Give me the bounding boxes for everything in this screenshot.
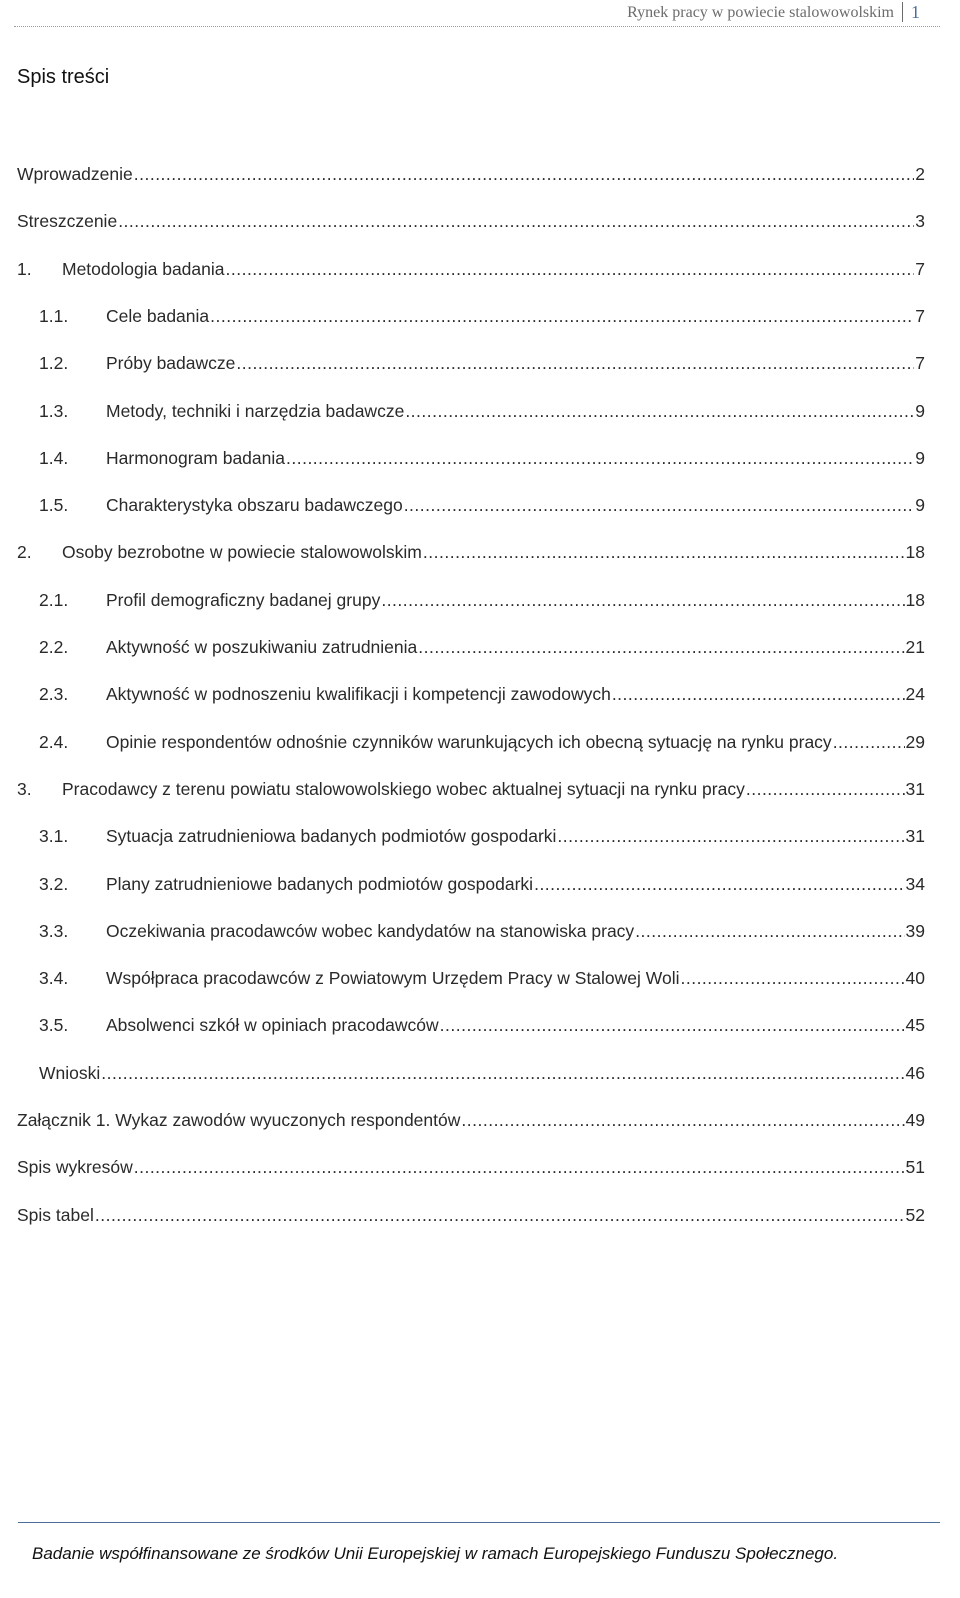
toc-entry[interactable] — [0, 870, 960, 898]
toc-entry-number: 2.4. — [39, 731, 69, 752]
page-header — [627, 0, 920, 26]
toc-dot-leader — [381, 586, 904, 614]
toc-entry[interactable] — [0, 633, 960, 661]
toc-entry-number: 3.5. — [39, 1015, 69, 1036]
toc-entry-number: 1.5. — [39, 495, 69, 516]
toc-dot-leader — [833, 728, 905, 756]
toc-entry-title: Cele badania — [106, 305, 210, 326]
header-divider — [14, 26, 940, 27]
toc-entry[interactable] — [0, 775, 960, 803]
toc-entry-title: Spis wykresów — [17, 1157, 133, 1178]
toc-entry-number: 3. — [17, 778, 32, 799]
toc-entry-title: Wnioski — [39, 1062, 101, 1083]
toc-entry-number: 2.2. — [39, 637, 69, 657]
toc-entry-number: 3.3. — [39, 920, 69, 941]
toc-entry[interactable] — [0, 207, 960, 235]
toc-entry-page: 45 — [905, 1015, 925, 1036]
toc-entry-page: 9 — [915, 495, 925, 516]
toc-entry-number: 3.1. — [39, 826, 69, 847]
toc-entry-title: Streszczenie — [17, 211, 118, 232]
toc-entry-page: 24 — [905, 684, 925, 705]
toc-dot-leader — [101, 1059, 904, 1087]
toc-entry-title: Wprowadzenie — [17, 164, 133, 184]
toc-entry[interactable] — [0, 1011, 960, 1039]
toc-entry-title: Aktywność w poszukiwaniu zatrudnienia — [106, 637, 418, 657]
toc-entry[interactable] — [0, 491, 960, 519]
toc-entry-page: 46 — [905, 1062, 925, 1083]
toc-entry-number: 3.4. — [39, 968, 69, 989]
header-separator — [902, 2, 903, 22]
header-title: Rynek pracy w powiecie stalowowolskim — [627, 4, 894, 21]
toc-entry-title: Załącznik 1. Wykaz zawodów wyuczonych respondentów — [17, 1110, 461, 1130]
toc-entry-page: 3 — [915, 211, 925, 232]
toc-dot-leader — [118, 207, 914, 235]
toc-entry-title: Pracodawcy z terenu powiatu stalowowolskiego wobec aktualnej sytuacji na rynku pracy — [62, 778, 745, 799]
toc-entry-page: 7 — [915, 305, 925, 326]
toc-entry-page: 29 — [905, 731, 925, 752]
toc-dot-leader — [440, 1011, 905, 1039]
toc-dot-leader — [134, 160, 915, 188]
toc-dot-leader — [236, 349, 914, 377]
toc-entry-title: Spis tabel — [17, 1204, 94, 1225]
toc-entry-title: Absolwenci szkół w opiniach pracodawców — [106, 1015, 439, 1036]
toc-heading: Spis treści — [17, 66, 110, 88]
toc-entry-page: 52 — [905, 1204, 925, 1225]
toc-entry[interactable] — [0, 1153, 960, 1181]
toc-entry[interactable] — [0, 255, 960, 283]
toc-entry-title: Metody, techniki i narzędzia badawcze — [106, 400, 405, 421]
toc-entry-page: 7 — [915, 353, 925, 374]
toc-entry-page: 18 — [905, 542, 925, 563]
toc-entry-number: 1.4. — [39, 447, 69, 468]
toc-dot-leader — [612, 680, 905, 708]
toc-entry-page: 51 — [905, 1157, 925, 1178]
toc-entry[interactable] — [0, 964, 960, 992]
toc-dot-leader — [226, 255, 915, 283]
toc-entry-number: 1. — [17, 258, 32, 279]
toc-entry[interactable] — [0, 680, 960, 708]
toc-entry-title: Metodologia badania — [62, 258, 225, 279]
toc-dot-leader — [404, 491, 915, 519]
toc-entry[interactable] — [0, 349, 960, 377]
toc-entry[interactable] — [0, 1201, 960, 1229]
toc-dot-leader — [557, 822, 904, 850]
toc-dot-leader — [746, 775, 905, 803]
toc-dot-leader — [210, 302, 914, 330]
toc-dot-leader — [635, 917, 904, 945]
toc-entry-title: Oczekiwania pracodawców wobec kandydatów na stanowiska pracy — [106, 920, 635, 941]
toc-entry-title: Próby badawcze — [106, 353, 236, 374]
toc-entry[interactable] — [0, 302, 960, 330]
toc-entry-title: Plany zatrudnieniowe badanych podmiotów gospodarki — [106, 873, 534, 894]
toc-dot-leader — [423, 538, 905, 566]
toc-entry-number: 1.3. — [39, 400, 69, 421]
toc-entry[interactable] — [0, 822, 960, 850]
toc-entry-page: 31 — [905, 826, 925, 847]
toc-entry-number: 1.2. — [39, 353, 69, 374]
toc-entry[interactable] — [0, 397, 960, 425]
toc-dot-leader — [461, 1106, 904, 1134]
toc-entry-page: 39 — [905, 920, 925, 941]
toc-entry[interactable] — [0, 586, 960, 614]
toc-entry-page: 18 — [905, 589, 925, 610]
toc-dot-leader — [405, 397, 914, 425]
footer-divider — [18, 1522, 940, 1523]
toc-entry-number: 1.1. — [39, 305, 69, 326]
toc-entry-page: 31 — [905, 778, 925, 799]
toc-entry-page: 21 — [905, 637, 925, 657]
toc-entry-title: Profil demograficzny badanej grupy — [106, 589, 381, 610]
toc-entry-number: 2.3. — [39, 684, 69, 705]
toc-entry[interactable] — [0, 160, 960, 188]
toc-dot-leader — [134, 1153, 905, 1181]
toc-dot-leader — [418, 633, 904, 661]
toc-dot-leader — [680, 964, 904, 992]
toc-entry-title: Osoby bezrobotne w powiecie stalowowolskim — [62, 542, 422, 563]
toc-dot-leader — [534, 870, 904, 898]
toc-entry-number: 2.1. — [39, 589, 69, 610]
toc-entry-page: 9 — [915, 400, 925, 421]
toc-entry-page: 9 — [915, 447, 925, 468]
footer-text: Badanie współfinansowane ze środków Unii Europejskiej w ramach Europejskiego Funduszu Społecznego. — [32, 1544, 839, 1563]
toc-entry-page: 2 — [915, 164, 925, 184]
toc-entry-title: Harmonogram badania — [106, 447, 285, 468]
toc-entry-title: Aktywność w podnoszeniu kwalifikacji i kompetencji zawodowych — [106, 684, 611, 705]
toc-dot-leader — [95, 1201, 905, 1229]
toc-entry-title: Opinie respondentów odnośnie czynników warunkujących ich obecną sytuację na rynku pracy — [106, 731, 832, 752]
toc-entry-title: Współpraca pracodawców z Powiatowym Urzędem Pracy w Stalowej Woli — [106, 968, 680, 989]
toc-entry[interactable] — [0, 728, 960, 756]
toc-entry[interactable] — [0, 1106, 960, 1134]
toc-entry-page: 34 — [905, 873, 925, 894]
toc-entry-number: 2. — [17, 542, 32, 563]
toc-entry[interactable] — [0, 444, 960, 472]
toc-entry-page: 7 — [915, 258, 925, 279]
toc-entry-page: 49 — [905, 1110, 925, 1130]
header-page-number: 1 — [911, 2, 920, 22]
toc-entry-title: Charakterystyka obszaru badawczego — [106, 495, 403, 516]
toc-dot-leader — [286, 444, 914, 472]
toc-entry-number: 3.2. — [39, 873, 69, 894]
toc-entry-page: 40 — [905, 968, 925, 989]
toc-entry-title: Sytuacja zatrudnieniowa badanych podmiotów gospodarki — [106, 826, 557, 847]
toc-entry[interactable] — [0, 917, 960, 945]
toc-entry[interactable] — [0, 1059, 960, 1087]
toc-entry[interactable] — [0, 538, 960, 566]
